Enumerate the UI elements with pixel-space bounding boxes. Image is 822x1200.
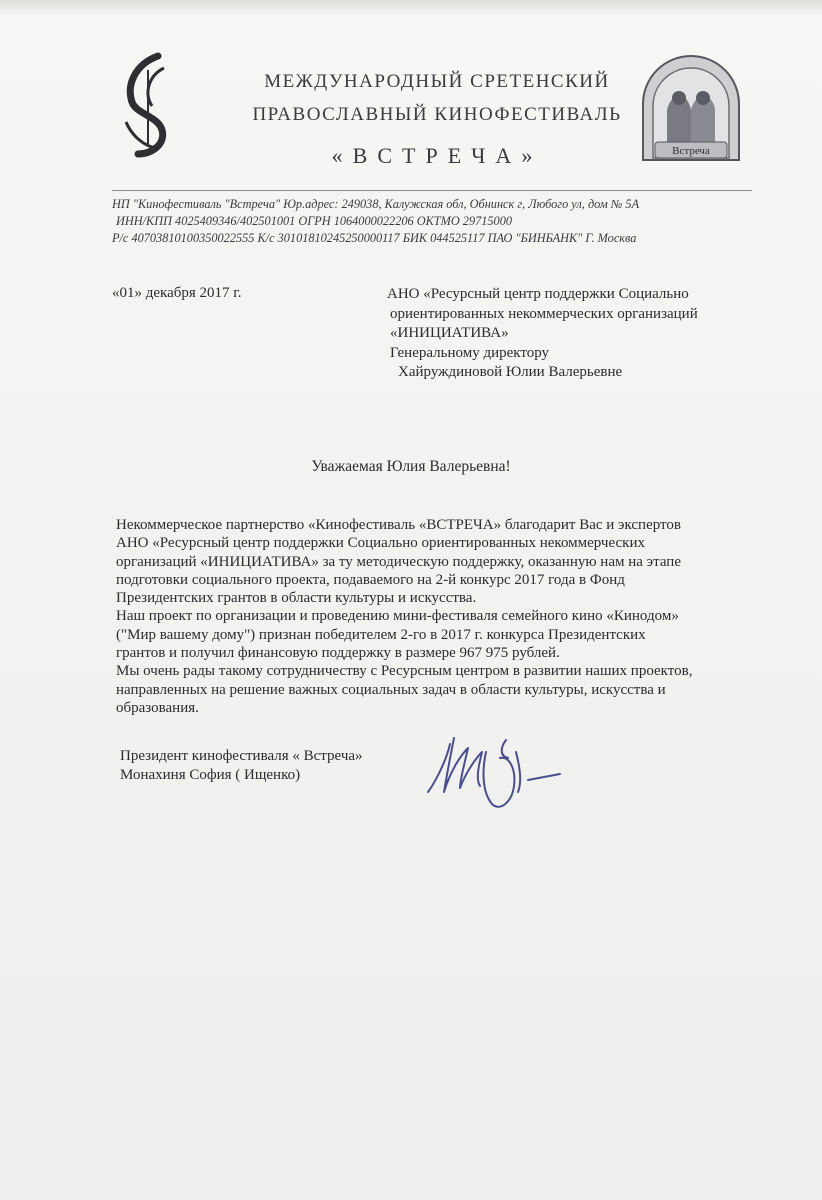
signatory-name: Монахиня София ( Ищенко) (120, 767, 301, 783)
body-line: ("Мир вашему дому") признан победителем 2-го в 2017 г. конкурса Президентских (116, 626, 646, 643)
addressee-line: Генеральному директору (390, 344, 550, 361)
addressee-line: Хайруждиновой Юлии Валерьевне (398, 364, 623, 380)
addressee-line: ориентированных некоммерческих организаций (390, 305, 698, 322)
festival-name: «ВСТРЕЧА» (331, 143, 543, 168)
greeting: Уважаемая Юлия Валерьевна! (311, 458, 511, 475)
addressee-line: АНО «Ресурсный центр поддержки Социально (387, 286, 689, 302)
body-line: Мы очень рады такому сотрудничеству с Ресурсным центром в развитии наших проектов, (116, 663, 693, 680)
requisites-inn: ИНН/КПП 4025409346/402501001 ОГРН 1064000022206 ОКТМО 29715000 (116, 214, 512, 228)
body-line: грантов и получил финансовую поддержку в размере 967 975 рублей. (116, 645, 560, 662)
body-line: Некоммерческое партнерство «Кинофестиваль «ВСТРЕЧА» благодарит Вас и экспертов (116, 517, 681, 533)
seal-label: Встреча (672, 145, 710, 157)
letter-date: «01» декабря 2017 г. (112, 285, 242, 301)
scan-top-edge (0, 0, 822, 14)
signatory-title: Президент кинофестиваля « Встреча» (120, 748, 363, 764)
addressee-block (387, 285, 698, 383)
body-line: Наш проект по организации и проведению мини-фестиваля семейного кино «Кинодом» (116, 608, 679, 625)
body-line: АНО «Ресурсный центр поддержки Социально ориентированных некоммерческих (116, 535, 645, 552)
org-name-line-2: ПРАВОСЛАВНЫЙ КИНОФЕСТИВАЛЬ (252, 104, 622, 125)
body-line: подготовки социального проекта, подаваемого на 2-й конкурс 2017 года в Фонд (116, 571, 625, 588)
body-line: Президентских грантов в области культуры и искусства. (116, 590, 477, 607)
requisites-address: НП "Кинофестиваль "Встреча" Юр.адрес: 249038, Калужская обл, Обнинск г, Любого ул, дом № 5А (112, 197, 640, 211)
handwritten-signature-icon (420, 722, 570, 817)
org-name-line-1: МЕЖДУНАРОДНЫЙ СРЕТЕНСКИЙ (264, 71, 610, 92)
stylized-s-emblem-icon (118, 50, 178, 160)
header-divider (112, 190, 752, 191)
body-line: направленных на решение важных социальных задач в области культуры, искусства и (116, 681, 666, 698)
signatory-block (120, 747, 363, 785)
vstrecha-festival-seal-icon (637, 52, 745, 164)
body-line: организаций «ИНИЦИАТИВА» за ту методическую поддержку, оказанную нам на этапе (116, 553, 681, 570)
requisites-bank: Р/с 40703810100350022555 К/с 30101810245250000117 БИК 044525117 ПАО "БИНБАНК" Г. Москва (112, 231, 637, 245)
letter-body (116, 516, 756, 717)
addressee-line: «ИНИЦИАТИВА» (390, 325, 509, 341)
organization-requisites (112, 196, 752, 247)
body-line: образования. (116, 699, 199, 716)
